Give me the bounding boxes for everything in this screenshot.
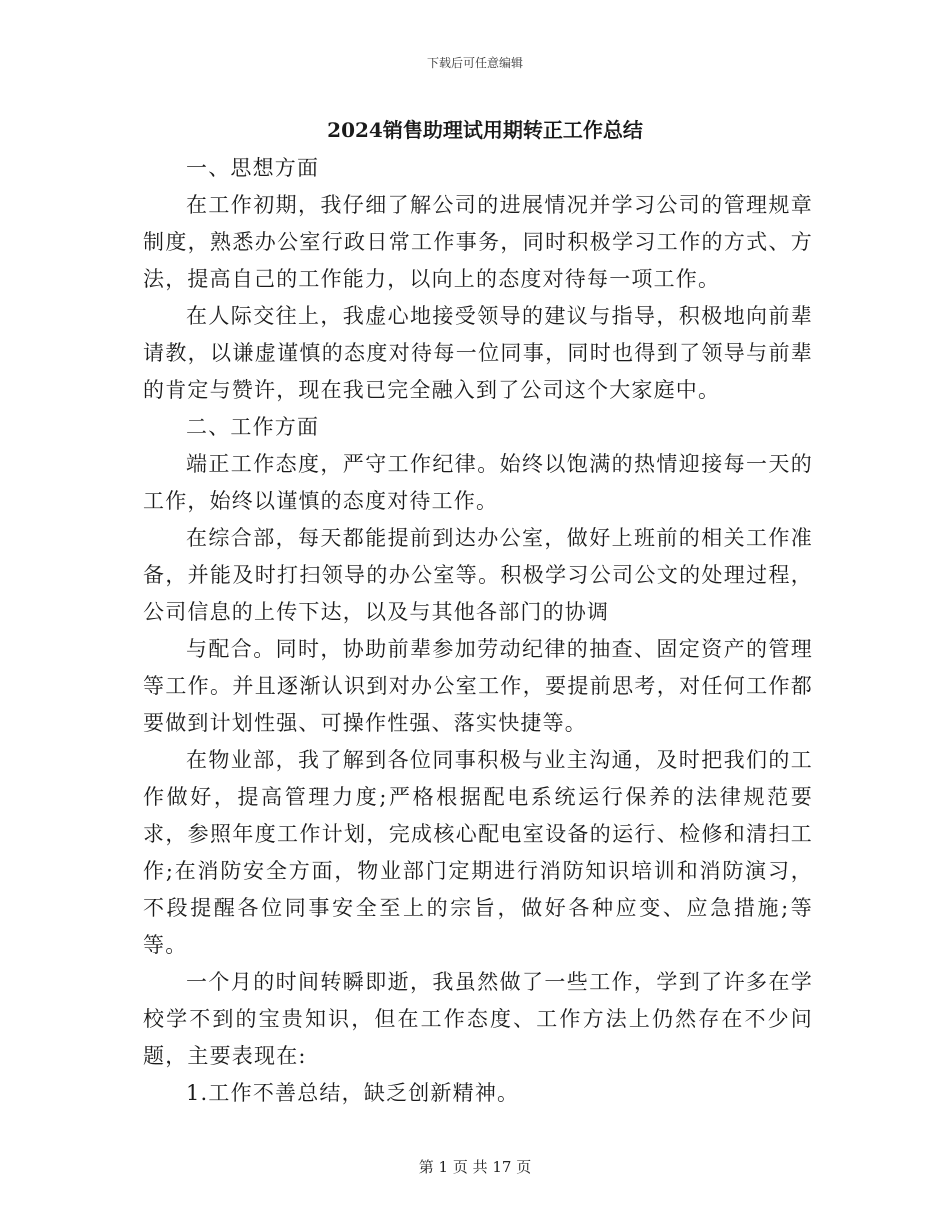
document-body bbox=[143, 150, 813, 1112]
paragraph: 一个月的时间转瞬即逝，我虽然做了一些工作，学到了许多在学校学不到的宝贵知识，但在工作态度、工作方法上仍然存在不少问题，主要表现在: bbox=[143, 970, 813, 1068]
document-title: 2024销售助理试用期转正工作总结 bbox=[327, 118, 643, 142]
section-heading-work: 二、工作方面 bbox=[186, 415, 320, 439]
section-heading-thought: 一、思想方面 bbox=[186, 156, 320, 180]
list-item: 1.工作不善总结，缺乏创新精神。 bbox=[186, 1081, 520, 1105]
header-note: 下载后可任意编辑 bbox=[426, 56, 523, 70]
paragraph: 在工作初期，我仔细了解公司的进展情况并学习公司的管理规章制度，熟悉办公室行政日常工作事务，同时积极学习工作的方式、方法，提高自己的工作能力，以向上的态度对待每一项工作。 bbox=[143, 193, 813, 291]
paragraph: 在人际交往上，我虚心地接受领导的建议与指导，积极地向前辈请教，以谦虚谨慎的态度对待每一位同事，同时也得到了领导与前辈的肯定与赞许，现在我已完全融入到了公司这个大家庭中。 bbox=[143, 304, 813, 402]
paragraph: 在物业部，我了解到各位同事积极与业主沟通，及时把我们的工作做好，提高管理力度;严格根据配电系统运行保养的法律规范要求，参照年度工作计划，完成核心配电室设备的运行、检修和清扫工作;在消防安全方面，物业部门定期进行消防知识培训和消防演习，不段提醒各位同事安全至上的宗旨，做好各种应变、应急措施;等等。 bbox=[143, 748, 813, 957]
paragraph: 在综合部，每天都能提前到达办公室，做好上班前的相关工作准备，并能及时打扫领导的办公室等。积极学习公司公文的处理过程，公司信息的上传下达，以及与其他各部门的协调 bbox=[143, 526, 813, 624]
page-number: 第 1 页 共 17 页 bbox=[418, 1158, 532, 1176]
paragraph: 与配合。同时，协助前辈参加劳动纪律的抽查、固定资产的管理等工作。并且逐渐认识到对办公室工作，要提前思考，对任何工作都要做到计划性强、可操作性强、落实快捷等。 bbox=[143, 637, 813, 735]
paragraph: 端正工作态度，严守工作纪律。始终以饱满的热情迎接每一天的工作，始终以谨慎的态度对待工作。 bbox=[143, 452, 813, 513]
